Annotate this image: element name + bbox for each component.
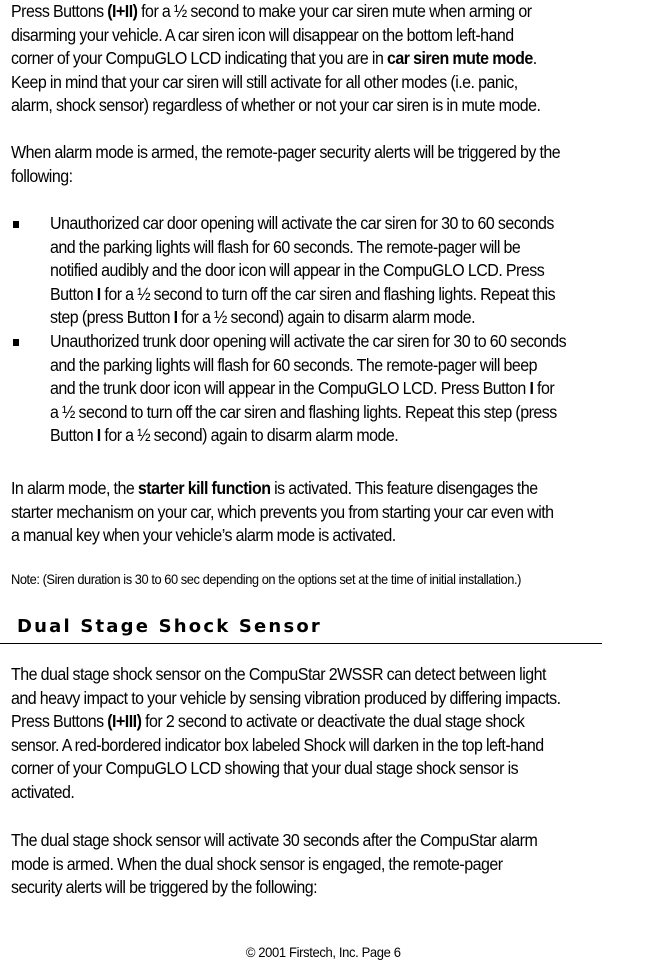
- text-line: following:: [11, 165, 73, 186]
- shock-sensor-paragraph-2: [11, 829, 606, 900]
- text-line: activated.: [11, 781, 75, 802]
- text-line: step (press Button I for a ½ second) again to disarm alarm mode.: [50, 307, 476, 328]
- bullet-text: [50, 330, 645, 448]
- text-line: a manual key when your vehicle’s alarm mode is activated.: [11, 525, 396, 546]
- text-line: and the parking lights will flash for 60 seconds. The remote-pager will be: [50, 236, 521, 257]
- text-line: disarming your vehicle. A car siren icon will disappear on the bottom left-hand: [11, 24, 514, 45]
- text-line: Unauthorized car door opening will activate the car siren for 30 to 60 seconds: [50, 213, 554, 233]
- bold-term: I: [96, 283, 101, 304]
- text-line: Button I for a ½ second to turn off the car siren and flashing lights. Repeat this: [50, 283, 556, 304]
- text-line: and the trunk door icon will appear in the CompuGLO LCD. Press Button I for: [50, 378, 555, 399]
- page-footer: [0, 943, 647, 961]
- bullet-text: [50, 212, 645, 330]
- starter-kill-paragraph: [11, 477, 606, 548]
- bold-term: I: [529, 378, 534, 399]
- text-line: Unauthorized trunk door opening will activate the car siren for 30 to 60 seconds: [50, 331, 567, 351]
- bold-term: starter kill function: [137, 478, 271, 498]
- intro-paragraph: [11, 0, 606, 118]
- bold-term: (I+II): [107, 1, 138, 21]
- text-line: Keep in mind that your car siren will still activate for all other modes (i.e. panic,: [11, 71, 518, 92]
- text-line: Button I for a ½ second) again to disarm alarm mode.: [50, 425, 399, 446]
- text-line: The dual stage shock sensor will activate 30 seconds after the CompuStar alarm: [11, 830, 538, 850]
- text-line: alarm, shock sensor) regardless of whether or not your car siren is in mute mode.: [11, 95, 541, 116]
- text-line: notified audibly and the door icon will appear in the CompuGLO LCD. Press: [50, 260, 545, 281]
- bold-term: I: [173, 307, 178, 328]
- text-line: mode is armed. When the dual shock sensor is engaged, the remote-pager: [11, 853, 503, 874]
- text-line: Press Buttons (I+II) for a ½ second to make your car siren mute when arming or: [11, 1, 532, 21]
- heading-divider: [0, 643, 602, 644]
- footer-text: © 2001 Firstech, Inc. Page 6: [246, 944, 401, 960]
- square-bullet-icon: [13, 339, 19, 346]
- shock-sensor-paragraph-1: [11, 663, 606, 805]
- text-line: corner of your CompuGLO LCD indicating that you are in car siren mute mode.: [11, 48, 537, 69]
- text-line: and the parking lights will flash for 60 seconds. The remote-pager will beep: [50, 354, 538, 375]
- text-line: The dual stage shock sensor on the CompuStar 2WSSR can detect between light: [11, 664, 546, 684]
- square-bullet-icon: [13, 221, 19, 228]
- alarm-triggers-intro: [11, 141, 606, 188]
- siren-duration-note: Note: (Siren duration is 30 to 60 sec depending on the options set at the time of initial installation.): [11, 571, 521, 587]
- section-heading: Dual Stage Shock Sensor: [17, 616, 323, 637]
- text-line: In alarm mode, the starter kill function is activated. This feature disengages the: [11, 478, 538, 498]
- bold-term: I: [96, 425, 101, 446]
- text-line: sensor. A red-bordered indicator box labeled Shock will darken in the top left-hand: [11, 734, 544, 755]
- text-line: Press Buttons (I+III) for 2 second to activate or deactivate the dual stage shock: [11, 711, 525, 732]
- bold-term: car siren mute mode: [386, 48, 533, 69]
- text-line: starter mechanism on your car, which prevents you from starting your car even with: [11, 501, 554, 522]
- text-line: and heavy impact to your vehicle by sensing vibration produced by differing impacts.: [11, 687, 561, 708]
- bold-term: (I+III): [107, 711, 142, 732]
- text-line: When alarm mode is armed, the remote-pager security alerts will be triggered by the: [11, 142, 561, 162]
- text-line: corner of your CompuGLO LCD showing that your dual stage shock sensor is: [11, 758, 519, 779]
- text-line: a ½ second to turn off the car siren and flashing lights. Repeat this step (press: [50, 401, 557, 422]
- text-line: security alerts will be triggered by the following:: [11, 877, 318, 898]
